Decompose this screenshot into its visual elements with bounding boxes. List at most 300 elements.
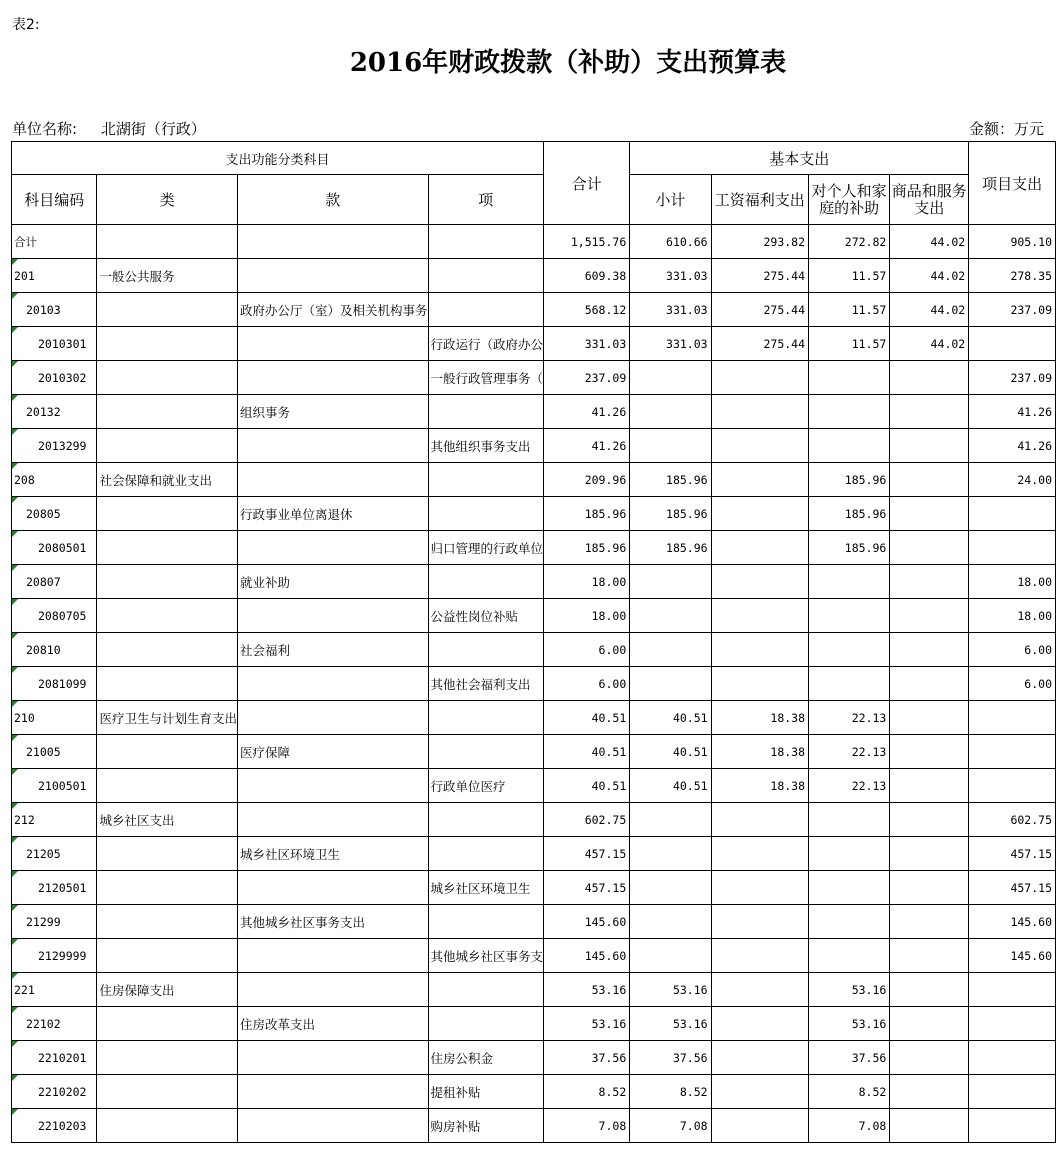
cell-kuan: 政府办公厅（室）及相关机构事务 — [238, 293, 429, 327]
cell-salary — [711, 395, 808, 429]
cell-total: 609.38 — [544, 259, 630, 293]
cell-project — [969, 327, 1056, 361]
cell-salary — [711, 1075, 808, 1109]
cell-project: 237.09 — [969, 361, 1056, 395]
cell-marker-icon — [12, 1007, 18, 1013]
cell-code: 22102 — [12, 1007, 97, 1041]
cell-code: 2010302 — [12, 361, 97, 395]
cell-subtotal: 185.96 — [630, 463, 711, 497]
cell-lei — [97, 429, 238, 463]
cell-project — [969, 1075, 1056, 1109]
cell-personal — [809, 871, 890, 905]
header-goods: 商品和服务支出 — [890, 175, 969, 225]
cell-project: 145.60 — [969, 939, 1056, 973]
cell-marker-icon — [12, 701, 18, 707]
cell-kuan — [238, 225, 429, 259]
cell-goods — [890, 939, 969, 973]
header-func-group: 支出功能分类科目 — [12, 142, 544, 175]
cell-lei — [97, 531, 238, 565]
cell-marker-icon — [12, 667, 18, 673]
header-lei: 类 — [97, 175, 238, 225]
cell-code: 201 — [12, 259, 97, 293]
cell-code: 2100501 — [12, 769, 97, 803]
cell-goods — [890, 429, 969, 463]
cell-personal — [809, 395, 890, 429]
cell-xiang — [428, 837, 544, 871]
cell-xiang: 城乡社区环境卫生 — [428, 871, 544, 905]
cell-total: 602.75 — [544, 803, 630, 837]
cell-goods — [890, 905, 969, 939]
cell-code: 2013299 — [12, 429, 97, 463]
cell-salary — [711, 599, 808, 633]
cell-marker-icon — [12, 1075, 18, 1081]
cell-lei — [97, 1007, 238, 1041]
cell-kuan — [238, 803, 429, 837]
cell-lei: 城乡社区支出 — [97, 803, 238, 837]
cell-project: 18.00 — [969, 599, 1056, 633]
cell-salary: 275.44 — [711, 293, 808, 327]
cell-lei — [97, 293, 238, 327]
cell-code: 210 — [12, 701, 97, 735]
cell-code: 2080501 — [12, 531, 97, 565]
cell-subtotal: 331.03 — [630, 259, 711, 293]
cell-salary — [711, 1007, 808, 1041]
cell-personal — [809, 633, 890, 667]
cell-xiang — [428, 973, 544, 1007]
cell-xiang — [428, 735, 544, 769]
cell-marker-icon — [12, 871, 18, 877]
cell-xiang — [428, 633, 544, 667]
cell-code: 208 — [12, 463, 97, 497]
cell-xiang — [428, 803, 544, 837]
cell-xiang: 其他城乡社区事务支 — [428, 939, 544, 973]
cell-total: 209.96 — [544, 463, 630, 497]
cell-total: 457.15 — [544, 871, 630, 905]
cell-personal: 11.57 — [809, 259, 890, 293]
cell-marker-icon — [12, 327, 18, 333]
table-label: 表2: — [12, 17, 40, 33]
cell-kuan — [238, 327, 429, 361]
cell-total: 6.00 — [544, 633, 630, 667]
cell-personal: 185.96 — [809, 497, 890, 531]
cell-salary: 18.38 — [711, 701, 808, 735]
cell-code: 2080705 — [12, 599, 97, 633]
cell-goods — [890, 531, 969, 565]
cell-total: 237.09 — [544, 361, 630, 395]
cell-project: 457.15 — [969, 871, 1056, 905]
unit-info-row — [12, 118, 1044, 139]
cell-lei — [97, 395, 238, 429]
cell-code: 2120501 — [12, 871, 97, 905]
cell-salary — [711, 463, 808, 497]
cell-lei — [97, 939, 238, 973]
cell-lei: 一般公共服务 — [97, 259, 238, 293]
cell-project — [969, 701, 1056, 735]
cell-goods — [890, 599, 969, 633]
table-row — [12, 463, 1056, 497]
cell-total: 40.51 — [544, 769, 630, 803]
cell-kuan — [238, 463, 429, 497]
cell-subtotal — [630, 565, 711, 599]
cell-goods — [890, 667, 969, 701]
cell-marker-icon — [12, 735, 18, 741]
cell-marker-icon — [12, 293, 18, 299]
cell-subtotal — [630, 429, 711, 463]
cell-kuan — [238, 599, 429, 633]
cell-xiang — [428, 565, 544, 599]
cell-marker-icon — [12, 259, 18, 265]
cell-salary — [711, 1109, 808, 1143]
cell-salary: 293.82 — [711, 225, 808, 259]
cell-salary: 275.44 — [711, 259, 808, 293]
header-salary: 工资福利支出 — [711, 175, 808, 225]
cell-code: 221 — [12, 973, 97, 1007]
cell-subtotal: 53.16 — [630, 973, 711, 1007]
table-row — [12, 1041, 1056, 1075]
cell-personal — [809, 429, 890, 463]
cell-total: 1,515.76 — [544, 225, 630, 259]
cell-marker-icon — [12, 905, 18, 911]
cell-salary — [711, 429, 808, 463]
unit-name: 北湖街（行政） — [100, 120, 206, 138]
cell-project — [969, 1041, 1056, 1075]
cell-personal: 53.16 — [809, 973, 890, 1007]
cell-personal — [809, 667, 890, 701]
cell-lei — [97, 837, 238, 871]
cell-subtotal: 40.51 — [630, 769, 711, 803]
cell-kuan: 组织事务 — [238, 395, 429, 429]
cell-marker-icon — [12, 837, 18, 843]
cell-xiang — [428, 259, 544, 293]
cell-marker-icon — [12, 1109, 18, 1115]
cell-lei: 医疗卫生与计划生育支出 — [97, 701, 238, 735]
cell-code: 2010301 — [12, 327, 97, 361]
cell-total: 7.08 — [544, 1109, 630, 1143]
cell-goods — [890, 769, 969, 803]
cell-goods — [890, 463, 969, 497]
cell-goods — [890, 395, 969, 429]
unit-label: 单位名称: — [12, 120, 78, 138]
cell-salary — [711, 973, 808, 1007]
table-row — [12, 1075, 1056, 1109]
cell-subtotal: 40.51 — [630, 701, 711, 735]
cell-project: 602.75 — [969, 803, 1056, 837]
cell-code: 2081099 — [12, 667, 97, 701]
cell-personal: 272.82 — [809, 225, 890, 259]
cell-xiang: 归口管理的行政单位 — [428, 531, 544, 565]
cell-lei — [97, 497, 238, 531]
cell-personal: 22.13 — [809, 769, 890, 803]
cell-lei — [97, 565, 238, 599]
cell-salary — [711, 871, 808, 905]
cell-salary — [711, 1041, 808, 1075]
cell-kuan — [238, 1041, 429, 1075]
cell-xiang: 其他社会福利支出 — [428, 667, 544, 701]
cell-project — [969, 973, 1056, 1007]
table-row — [12, 497, 1056, 531]
cell-code: 20807 — [12, 565, 97, 599]
cell-marker-icon — [12, 973, 18, 979]
cell-goods: 44.02 — [890, 225, 969, 259]
table-row — [12, 803, 1056, 837]
cell-xiang — [428, 463, 544, 497]
cell-subtotal — [630, 361, 711, 395]
header-subtotal: 小计 — [630, 175, 711, 225]
cell-kuan: 社会福利 — [238, 633, 429, 667]
table-row — [12, 973, 1056, 1007]
cell-personal — [809, 905, 890, 939]
cell-subtotal: 7.08 — [630, 1109, 711, 1143]
cell-total: 40.51 — [544, 701, 630, 735]
cell-kuan — [238, 259, 429, 293]
cell-lei — [97, 871, 238, 905]
cell-code: 20810 — [12, 633, 97, 667]
cell-kuan — [238, 701, 429, 735]
cell-lei — [97, 1041, 238, 1075]
cell-goods — [890, 633, 969, 667]
cell-xiang: 住房公积金 — [428, 1041, 544, 1075]
table-row — [12, 361, 1056, 395]
header-project: 项目支出 — [969, 142, 1056, 225]
cell-xiang — [428, 905, 544, 939]
cell-total: 331.03 — [544, 327, 630, 361]
cell-personal: 8.52 — [809, 1075, 890, 1109]
cell-subtotal — [630, 871, 711, 905]
cell-project: 905.10 — [969, 225, 1056, 259]
cell-goods: 44.02 — [890, 293, 969, 327]
budget-table — [11, 141, 1056, 1143]
cell-goods — [890, 361, 969, 395]
cell-marker-icon — [12, 463, 18, 469]
table-row — [12, 701, 1056, 735]
cell-code: 2210203 — [12, 1109, 97, 1143]
cell-total: 40.51 — [544, 735, 630, 769]
cell-project: 41.26 — [969, 395, 1056, 429]
cell-salary — [711, 531, 808, 565]
cell-lei — [97, 667, 238, 701]
cell-xiang — [428, 395, 544, 429]
cell-subtotal: 331.03 — [630, 293, 711, 327]
table-row — [12, 293, 1056, 327]
cell-project — [969, 769, 1056, 803]
cell-total: 18.00 — [544, 565, 630, 599]
cell-total: 8.52 — [544, 1075, 630, 1109]
cell-xiang — [428, 293, 544, 327]
cell-project — [969, 531, 1056, 565]
cell-code: 2210202 — [12, 1075, 97, 1109]
cell-personal: 11.57 — [809, 293, 890, 327]
table-row — [12, 769, 1056, 803]
cell-lei — [97, 327, 238, 361]
cell-total: 18.00 — [544, 599, 630, 633]
header-basic: 基本支出 — [630, 142, 969, 175]
cell-code: 20805 — [12, 497, 97, 531]
cell-xiang: 购房补贴 — [428, 1109, 544, 1143]
cell-kuan: 就业补助 — [238, 565, 429, 599]
cell-personal: 53.16 — [809, 1007, 890, 1041]
cell-kuan — [238, 973, 429, 1007]
cell-marker-icon — [12, 633, 18, 639]
cell-personal — [809, 837, 890, 871]
cell-total: 6.00 — [544, 667, 630, 701]
cell-total: 145.60 — [544, 905, 630, 939]
cell-marker-icon — [12, 939, 18, 945]
cell-kuan — [238, 871, 429, 905]
cell-xiang: 行政运行（政府办公 — [428, 327, 544, 361]
cell-personal — [809, 599, 890, 633]
cell-lei — [97, 735, 238, 769]
cell-goods — [890, 973, 969, 1007]
cell-total: 185.96 — [544, 497, 630, 531]
cell-kuan — [238, 1109, 429, 1143]
cell-goods — [890, 701, 969, 735]
cell-project — [969, 735, 1056, 769]
cell-goods — [890, 497, 969, 531]
cell-salary: 18.38 — [711, 735, 808, 769]
cell-marker-icon — [12, 395, 18, 401]
cell-goods — [890, 803, 969, 837]
cell-kuan: 行政事业单位离退休 — [238, 497, 429, 531]
cell-marker-icon — [12, 769, 18, 775]
cell-project: 6.00 — [969, 633, 1056, 667]
cell-xiang: 一般行政管理事务（ — [428, 361, 544, 395]
cell-marker-icon — [12, 599, 18, 605]
header-xiang: 项 — [428, 175, 544, 225]
cell-personal: 37.56 — [809, 1041, 890, 1075]
cell-lei: 住房保障支出 — [97, 973, 238, 1007]
cell-salary — [711, 905, 808, 939]
cell-goods — [890, 565, 969, 599]
header-kuan: 款 — [238, 175, 429, 225]
cell-code: 21205 — [12, 837, 97, 871]
cell-salary — [711, 565, 808, 599]
cell-kuan — [238, 939, 429, 973]
table-row — [12, 905, 1056, 939]
cell-marker-icon — [12, 803, 18, 809]
cell-total: 41.26 — [544, 429, 630, 463]
cell-kuan — [238, 429, 429, 463]
cell-total: 185.96 — [544, 531, 630, 565]
cell-personal: 22.13 — [809, 701, 890, 735]
page-title: 2016年财政拨款（补助）支出预算表 — [349, 48, 787, 78]
cell-personal: 11.57 — [809, 327, 890, 361]
cell-total: 37.56 — [544, 1041, 630, 1075]
header-code: 科目编码 — [12, 175, 97, 225]
cell-project: 237.09 — [969, 293, 1056, 327]
cell-kuan — [238, 667, 429, 701]
cell-goods — [890, 1109, 969, 1143]
cell-project: 41.26 — [969, 429, 1056, 463]
table-row — [12, 429, 1056, 463]
table-row — [12, 633, 1056, 667]
cell-kuan: 住房改革支出 — [238, 1007, 429, 1041]
cell-subtotal: 185.96 — [630, 497, 711, 531]
table-row — [12, 599, 1056, 633]
cell-goods — [890, 735, 969, 769]
cell-lei — [97, 225, 238, 259]
table-row — [12, 667, 1056, 701]
cell-subtotal — [630, 939, 711, 973]
cell-project — [969, 1109, 1056, 1143]
cell-project: 145.60 — [969, 905, 1056, 939]
cell-xiang: 其他组织事务支出 — [428, 429, 544, 463]
cell-kuan — [238, 531, 429, 565]
cell-kuan: 医疗保障 — [238, 735, 429, 769]
cell-marker-icon — [12, 531, 18, 537]
cell-subtotal: 53.16 — [630, 1007, 711, 1041]
cell-xiang: 公益性岗位补贴 — [428, 599, 544, 633]
cell-lei — [97, 1075, 238, 1109]
cell-salary — [711, 361, 808, 395]
cell-kuan: 其他城乡社区事务支出 — [238, 905, 429, 939]
cell-salary — [711, 837, 808, 871]
cell-personal: 7.08 — [809, 1109, 890, 1143]
cell-goods: 44.02 — [890, 259, 969, 293]
cell-project: 457.15 — [969, 837, 1056, 871]
cell-project: 18.00 — [969, 565, 1056, 599]
cell-xiang — [428, 701, 544, 735]
cell-kuan — [238, 1075, 429, 1109]
cell-subtotal — [630, 633, 711, 667]
cell-subtotal: 37.56 — [630, 1041, 711, 1075]
table-row — [12, 735, 1056, 769]
cell-kuan — [238, 769, 429, 803]
cell-xiang: 行政单位医疗 — [428, 769, 544, 803]
cell-salary — [711, 497, 808, 531]
cell-marker-icon — [12, 497, 18, 503]
table-row — [12, 225, 1056, 259]
cell-total: 457.15 — [544, 837, 630, 871]
cell-personal — [809, 565, 890, 599]
cell-xiang — [428, 497, 544, 531]
table-row — [12, 565, 1056, 599]
cell-goods — [890, 1007, 969, 1041]
cell-goods — [890, 871, 969, 905]
cell-total: 53.16 — [544, 973, 630, 1007]
cell-goods — [890, 837, 969, 871]
cell-salary: 275.44 — [711, 327, 808, 361]
cell-subtotal: 610.66 — [630, 225, 711, 259]
header-total: 合计 — [544, 142, 630, 225]
cell-code: 21005 — [12, 735, 97, 769]
cell-total: 53.16 — [544, 1007, 630, 1041]
cell-subtotal: 8.52 — [630, 1075, 711, 1109]
cell-code: 21299 — [12, 905, 97, 939]
cell-lei: 社会保障和就业支出 — [97, 463, 238, 497]
cell-xiang — [428, 1007, 544, 1041]
table-row — [12, 1007, 1056, 1041]
cell-subtotal — [630, 837, 711, 871]
cell-code: 合计 — [12, 225, 97, 259]
cell-marker-icon — [12, 1041, 18, 1047]
cell-code: 20132 — [12, 395, 97, 429]
cell-lei — [97, 769, 238, 803]
cell-salary: 18.38 — [711, 769, 808, 803]
cell-total: 568.12 — [544, 293, 630, 327]
cell-salary — [711, 803, 808, 837]
table-row — [12, 395, 1056, 429]
cell-lei — [97, 633, 238, 667]
cell-lei — [97, 905, 238, 939]
cell-personal: 185.96 — [809, 463, 890, 497]
cell-personal — [809, 803, 890, 837]
cell-subtotal: 40.51 — [630, 735, 711, 769]
cell-personal: 185.96 — [809, 531, 890, 565]
cell-subtotal — [630, 395, 711, 429]
cell-code: 2129999 — [12, 939, 97, 973]
table-row — [12, 531, 1056, 565]
cell-subtotal: 331.03 — [630, 327, 711, 361]
